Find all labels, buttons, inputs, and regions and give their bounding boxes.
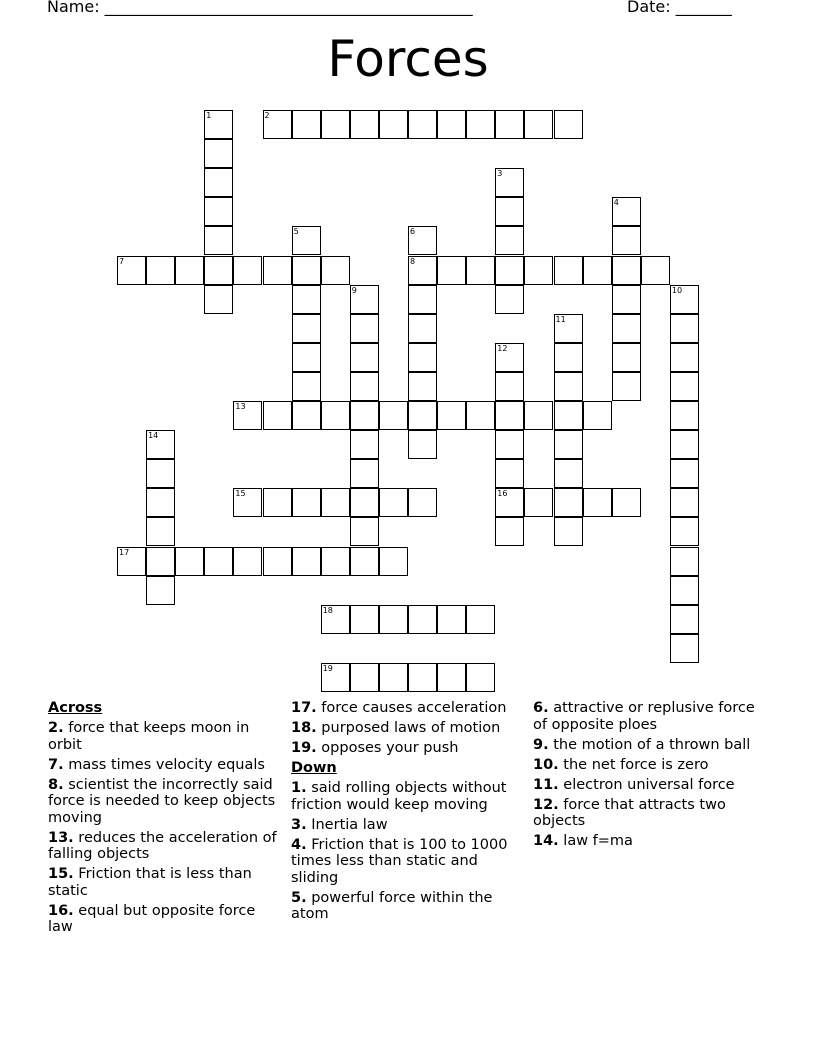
clue-number: 8. bbox=[48, 776, 64, 793]
clue-text: Friction that is 100 to 1000 times less than static and sliding bbox=[291, 836, 508, 886]
clue-across-8 bbox=[48, 777, 280, 827]
grid-cell[interactable] bbox=[495, 488, 524, 517]
grid-cell[interactable] bbox=[146, 547, 175, 576]
grid-cell[interactable] bbox=[292, 110, 321, 139]
grid-cell[interactable] bbox=[554, 459, 583, 488]
grid-cell[interactable] bbox=[146, 430, 175, 459]
grid-cell[interactable] bbox=[670, 401, 699, 430]
cell-number: 17 bbox=[119, 547, 130, 557]
grid-cell[interactable] bbox=[612, 372, 641, 401]
grid-cell[interactable] bbox=[292, 372, 321, 401]
clue-text: attractive or replusive force of opposite ploes bbox=[533, 700, 755, 733]
grid-cell[interactable] bbox=[670, 372, 699, 401]
grid-cell[interactable] bbox=[204, 197, 233, 226]
grid-cell[interactable] bbox=[466, 256, 495, 285]
grid-cell[interactable] bbox=[495, 343, 524, 372]
cell-number: 7 bbox=[119, 256, 125, 266]
grid-cell[interactable] bbox=[350, 605, 379, 634]
grid-cell[interactable] bbox=[175, 547, 204, 576]
grid-cell[interactable] bbox=[670, 459, 699, 488]
cell-number: 16 bbox=[497, 489, 508, 499]
cell-number: 8 bbox=[410, 256, 416, 266]
clue-across-2 bbox=[48, 720, 280, 753]
grid-cell[interactable] bbox=[350, 110, 379, 139]
grid-cell[interactable] bbox=[437, 663, 466, 692]
grid-cell[interactable] bbox=[670, 285, 699, 314]
clue-down-14 bbox=[533, 833, 765, 850]
clue-text: scientist the incorrectly said force is needed to keep objects moving bbox=[48, 776, 276, 826]
clue-text: reduces the acceleration of falling objects bbox=[48, 829, 277, 862]
cell-number: 11 bbox=[555, 314, 566, 324]
grid-cell[interactable] bbox=[554, 110, 583, 139]
cell-number: 19 bbox=[322, 663, 333, 673]
clue-text: force that keeps moon in orbit bbox=[48, 720, 250, 753]
clue-column-1 bbox=[48, 700, 280, 939]
clue-across-13 bbox=[48, 830, 280, 863]
grid-cell[interactable] bbox=[146, 517, 175, 546]
grid-cell[interactable] bbox=[495, 517, 524, 546]
grid-cell[interactable] bbox=[292, 401, 321, 430]
grid-cell[interactable] bbox=[466, 663, 495, 692]
cell-number: 2 bbox=[264, 111, 270, 120]
grid-cell[interactable] bbox=[350, 372, 379, 401]
clue-number: 9. bbox=[533, 736, 549, 753]
grid-cell[interactable] bbox=[350, 547, 379, 576]
grid-cell[interactable] bbox=[641, 256, 670, 285]
clue-text: Inertia law bbox=[311, 816, 388, 833]
grid-cell[interactable] bbox=[146, 256, 175, 285]
down-heading: Down bbox=[291, 760, 337, 776]
grid-cell[interactable] bbox=[204, 256, 233, 285]
grid-cell[interactable] bbox=[670, 488, 699, 517]
grid-cell[interactable] bbox=[495, 226, 524, 255]
grid-cell[interactable] bbox=[146, 576, 175, 605]
cell-number: 18 bbox=[322, 605, 333, 615]
grid-cell[interactable] bbox=[554, 488, 583, 517]
grid-cell[interactable] bbox=[350, 459, 379, 488]
grid-cell[interactable] bbox=[408, 401, 437, 430]
grid-cell[interactable] bbox=[670, 547, 699, 576]
clue-down-6 bbox=[533, 700, 765, 733]
clue-number: 7. bbox=[48, 756, 64, 773]
grid-cell[interactable] bbox=[233, 547, 262, 576]
clue-text: the motion of a thrown ball bbox=[553, 736, 751, 753]
cell-number: 13 bbox=[235, 402, 246, 411]
clue-down-5 bbox=[291, 890, 527, 923]
clue-text: said rolling objects without friction would keep moving bbox=[291, 780, 507, 813]
grid-cell[interactable] bbox=[379, 547, 408, 576]
clue-text: powerful force within the atom bbox=[291, 889, 493, 922]
grid-cell[interactable] bbox=[263, 488, 292, 517]
clue-number: 18. bbox=[291, 720, 317, 736]
clue-across-19 bbox=[291, 740, 527, 757]
grid-cell[interactable] bbox=[204, 168, 233, 197]
clue-across-18 bbox=[291, 720, 527, 737]
clue-text: equal but opposite force law bbox=[48, 902, 256, 935]
grid-cell[interactable] bbox=[612, 226, 641, 255]
grid-cell[interactable] bbox=[292, 256, 321, 285]
clue-text: purposed laws of motion bbox=[321, 720, 501, 736]
cell-number: 5 bbox=[293, 227, 299, 237]
clue-number: 17. bbox=[291, 700, 317, 716]
grid-cell[interactable] bbox=[408, 605, 437, 634]
grid-cell[interactable] bbox=[670, 605, 699, 634]
clue-across-16 bbox=[48, 903, 280, 936]
grid-cell[interactable] bbox=[204, 110, 233, 139]
grid-cell[interactable] bbox=[583, 256, 612, 285]
grid-cell[interactable] bbox=[117, 547, 146, 576]
name-field-label: Name: ______________________________________________ bbox=[47, 0, 473, 16]
grid-cell[interactable] bbox=[321, 547, 350, 576]
grid-cell[interactable] bbox=[350, 314, 379, 343]
grid-cell[interactable] bbox=[437, 256, 466, 285]
grid-cell[interactable] bbox=[321, 401, 350, 430]
grid-cell[interactable] bbox=[670, 576, 699, 605]
grid-cell[interactable] bbox=[146, 459, 175, 488]
clue-number: 10. bbox=[533, 756, 559, 773]
clue-number: 1. bbox=[291, 780, 307, 796]
cell-number: 10 bbox=[671, 285, 683, 295]
grid-cell[interactable] bbox=[670, 517, 699, 546]
grid-cell[interactable] bbox=[437, 401, 466, 430]
grid-cell[interactable] bbox=[408, 226, 437, 255]
cell-number: 9 bbox=[351, 285, 357, 295]
clue-across-7 bbox=[48, 757, 280, 774]
clue-column-2 bbox=[291, 700, 527, 926]
grid-cell[interactable] bbox=[612, 343, 641, 372]
grid-cell[interactable] bbox=[292, 488, 321, 517]
grid-cell[interactable] bbox=[524, 256, 553, 285]
grid-cell[interactable] bbox=[495, 372, 524, 401]
grid-cell[interactable] bbox=[466, 605, 495, 634]
grid-cell[interactable] bbox=[204, 226, 233, 255]
grid-cell[interactable] bbox=[466, 401, 495, 430]
grid-cell[interactable] bbox=[204, 547, 233, 576]
grid-cell[interactable] bbox=[379, 605, 408, 634]
cell-number: 1 bbox=[206, 111, 212, 120]
grid-cell[interactable] bbox=[263, 401, 292, 430]
clue-text: electron universal force bbox=[563, 776, 735, 793]
clue-number: 4. bbox=[291, 836, 307, 853]
clue-down-10 bbox=[533, 757, 765, 774]
clue-down-4 bbox=[291, 837, 527, 887]
grid-cell[interactable] bbox=[263, 547, 292, 576]
grid-cell[interactable] bbox=[379, 401, 408, 430]
grid-cell[interactable] bbox=[350, 285, 379, 314]
grid-cell[interactable] bbox=[379, 663, 408, 692]
cell-number: 14 bbox=[148, 431, 159, 441]
grid-cell[interactable] bbox=[495, 459, 524, 488]
clue-number: 6. bbox=[533, 700, 549, 716]
grid-cell[interactable] bbox=[292, 226, 321, 255]
grid-cell[interactable] bbox=[408, 314, 437, 343]
grid-cell[interactable] bbox=[612, 256, 641, 285]
clue-down-12 bbox=[533, 797, 765, 830]
grid-cell[interactable] bbox=[408, 110, 437, 139]
grid-cell[interactable] bbox=[379, 110, 408, 139]
grid-cell[interactable] bbox=[524, 110, 553, 139]
clue-across-15 bbox=[48, 866, 280, 899]
grid-cell[interactable] bbox=[321, 605, 350, 634]
grid-cell[interactable] bbox=[408, 372, 437, 401]
grid-cell[interactable] bbox=[350, 430, 379, 459]
grid-cell[interactable] bbox=[233, 256, 262, 285]
clue-down-1 bbox=[291, 780, 527, 813]
grid-cell[interactable] bbox=[612, 314, 641, 343]
grid-cell[interactable] bbox=[495, 110, 524, 139]
clue-number: 2. bbox=[48, 720, 64, 736]
grid-cell[interactable] bbox=[263, 256, 292, 285]
grid-cell[interactable] bbox=[495, 168, 524, 197]
cell-number: 15 bbox=[235, 489, 246, 499]
grid-cell[interactable] bbox=[321, 110, 350, 139]
grid-cell[interactable] bbox=[495, 285, 524, 314]
grid-cell[interactable] bbox=[495, 401, 524, 430]
clue-column-3 bbox=[533, 700, 765, 853]
grid-cell[interactable] bbox=[670, 430, 699, 459]
grid-cell[interactable] bbox=[670, 343, 699, 372]
clue-number: 19. bbox=[291, 740, 317, 756]
grid-cell[interactable] bbox=[233, 401, 262, 430]
clue-number: 11. bbox=[533, 776, 559, 793]
grid-cell[interactable] bbox=[379, 488, 408, 517]
grid-cell[interactable] bbox=[612, 488, 641, 517]
grid-cell[interactable] bbox=[263, 110, 292, 139]
grid-cell[interactable] bbox=[554, 401, 583, 430]
cell-number: 4 bbox=[613, 198, 619, 208]
grid-cell[interactable] bbox=[350, 401, 379, 430]
grid-cell[interactable] bbox=[670, 314, 699, 343]
grid-cell[interactable] bbox=[350, 663, 379, 692]
cell-number: 12 bbox=[497, 343, 508, 353]
clue-down-11 bbox=[533, 777, 765, 794]
clue-number: 14. bbox=[533, 833, 559, 849]
grid-cell[interactable] bbox=[437, 605, 466, 634]
grid-cell[interactable] bbox=[408, 663, 437, 692]
grid-cell[interactable] bbox=[495, 430, 524, 459]
puzzle-title: Forces bbox=[327, 30, 489, 88]
clue-number: 13. bbox=[48, 829, 74, 846]
grid-cell[interactable] bbox=[554, 430, 583, 459]
clue-number: 16. bbox=[48, 902, 74, 919]
grid-cell[interactable] bbox=[408, 488, 437, 517]
grid-cell[interactable] bbox=[612, 197, 641, 226]
clue-text: law f=ma bbox=[563, 833, 633, 849]
grid-cell[interactable] bbox=[350, 517, 379, 546]
grid-cell[interactable] bbox=[670, 634, 699, 663]
clue-number: 12. bbox=[533, 796, 559, 813]
cell-number: 3 bbox=[497, 169, 503, 179]
grid-cell[interactable] bbox=[554, 343, 583, 372]
clue-down-3 bbox=[291, 817, 527, 834]
grid-cell[interactable] bbox=[466, 110, 495, 139]
clue-text: force causes acceleration bbox=[321, 700, 507, 716]
grid-cell[interactable] bbox=[292, 285, 321, 314]
grid-cell[interactable] bbox=[117, 256, 146, 285]
grid-cell[interactable] bbox=[408, 430, 437, 459]
grid-cell[interactable] bbox=[612, 285, 641, 314]
clue-text: mass times velocity equals bbox=[68, 756, 265, 773]
clue-down-9 bbox=[533, 737, 765, 754]
grid-cell[interactable] bbox=[321, 663, 350, 692]
grid-cell[interactable] bbox=[554, 517, 583, 546]
grid-cell[interactable] bbox=[495, 197, 524, 226]
grid-cell[interactable] bbox=[175, 256, 204, 285]
grid-cell[interactable] bbox=[554, 372, 583, 401]
clue-text: opposes your push bbox=[321, 740, 459, 756]
grid-cell[interactable] bbox=[204, 285, 233, 314]
clue-text: the net force is zero bbox=[563, 756, 709, 773]
grid-cell[interactable] bbox=[204, 139, 233, 168]
clue-across-17 bbox=[291, 700, 527, 717]
grid-cell[interactable] bbox=[233, 488, 262, 517]
date-field-label: Date: _______ bbox=[627, 0, 732, 16]
grid-cell[interactable] bbox=[495, 256, 524, 285]
clue-text: Friction that is less than static bbox=[48, 866, 252, 899]
grid-cell[interactable] bbox=[321, 488, 350, 517]
grid-cell[interactable] bbox=[583, 401, 612, 430]
clue-number: 3. bbox=[291, 816, 307, 833]
grid-cell[interactable] bbox=[292, 314, 321, 343]
clue-number: 15. bbox=[48, 866, 74, 882]
grid-cell[interactable] bbox=[408, 256, 437, 285]
grid-cell[interactable] bbox=[146, 488, 175, 517]
grid-cell[interactable] bbox=[554, 314, 583, 343]
grid-cell[interactable] bbox=[408, 285, 437, 314]
grid-cell[interactable] bbox=[292, 343, 321, 372]
grid-cell[interactable] bbox=[350, 343, 379, 372]
grid-cell[interactable] bbox=[408, 343, 437, 372]
clue-text: force that attracts two objects bbox=[533, 796, 726, 829]
grid-cell[interactable] bbox=[524, 488, 553, 517]
grid-cell[interactable] bbox=[583, 488, 612, 517]
grid-cell[interactable] bbox=[437, 110, 466, 139]
grid-cell[interactable] bbox=[524, 401, 553, 430]
grid-cell[interactable] bbox=[554, 256, 583, 285]
clue-number: 5. bbox=[291, 889, 307, 906]
grid-cell[interactable] bbox=[350, 488, 379, 517]
across-heading: Across bbox=[48, 700, 103, 716]
cell-number: 6 bbox=[410, 227, 416, 237]
grid-cell[interactable] bbox=[321, 256, 350, 285]
grid-cell[interactable] bbox=[292, 547, 321, 576]
